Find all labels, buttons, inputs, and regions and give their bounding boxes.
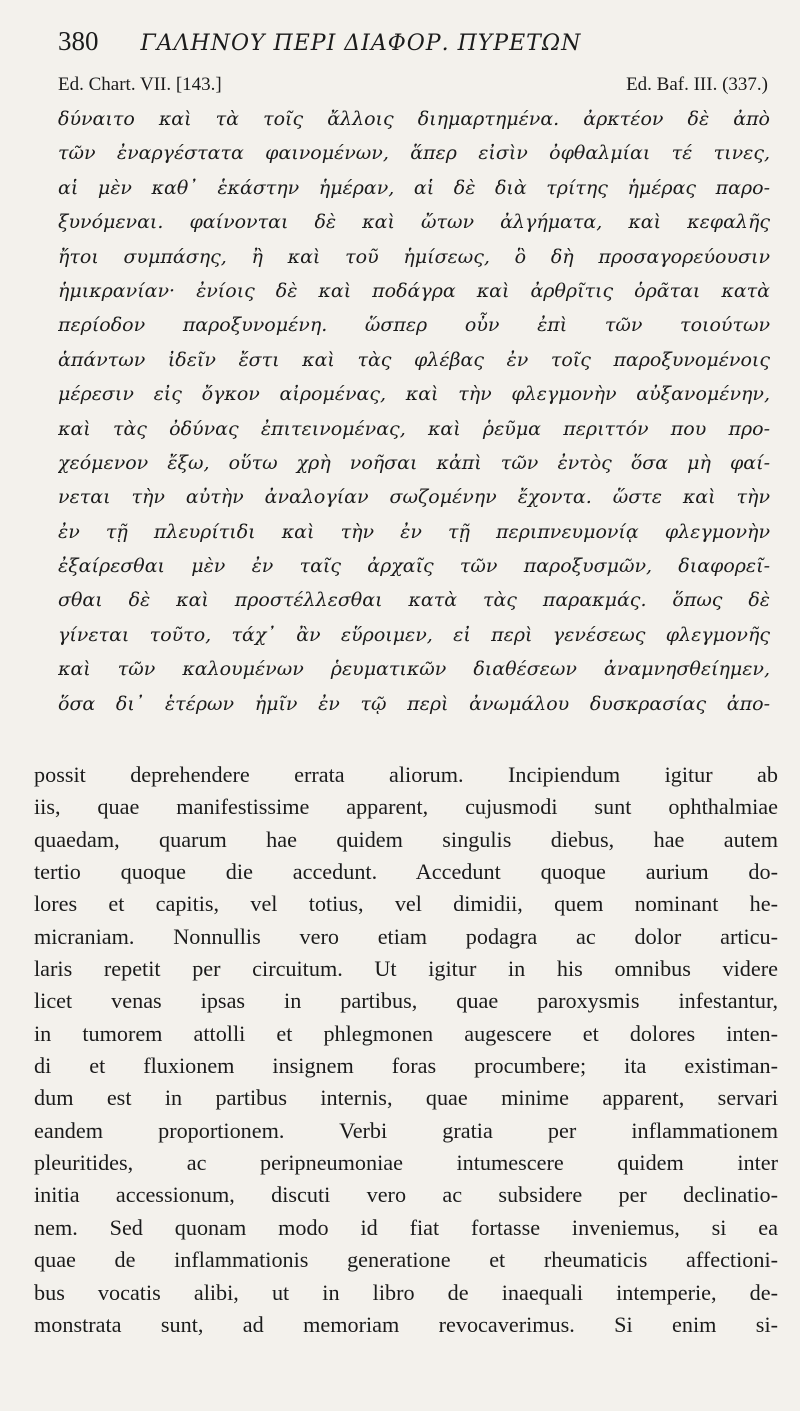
greek-line: σθαι δὲ καὶ προστέλλεσθαι κατὰ τὰς παρακμάς. ὅπως δὲ [58, 589, 770, 612]
greek-text-block [58, 102, 770, 721]
greek-line: ἤτοι συμπάσης, ἢ καὶ τοῦ ἡμίσεως, ὃ δὴ προσαγορεύουσιν [58, 245, 770, 268]
latin-line: di et fluxionem insignem foras procumbere; ita existiman- [34, 1053, 778, 1079]
greek-line: καὶ τῶν καλουμένων ῥευματικῶν διαθέσεων ἀναμνησθείημεν, [58, 658, 770, 681]
greek-line: νεται τὴν αὐτὴν ἀναλογίαν σωζομένην ἔχοντα. ὥστε καὶ τὴν [58, 486, 770, 509]
latin-line: in tumorem attolli et phlegmonen augescere et dolores inten- [34, 1020, 778, 1046]
page-header [58, 26, 758, 57]
running-title: ΓΑΛΗΝΟΥ ΠΕΡΙ ΔΙΑΦΟΡ. ΠΥΡΕΤΩΝ [140, 31, 582, 56]
latin-line: micraniam. Nonnullis vero etiam podagra ac dolor articu- [34, 923, 778, 949]
greek-line: δύναιτο καὶ τὰ τοῖς ἄλλοις διημαρτημένα. ἀρκτέον δὲ ἀπὸ [58, 108, 770, 130]
edition-reference-line [58, 74, 768, 96]
page-number: 380 [58, 26, 99, 56]
latin-line: dum est in partibus internis, quae minime apparent, servari [34, 1085, 778, 1111]
greek-line: τῶν ἐναργέστατα φαινομένων, ἅπερ εἰσὶν ὀφθαλμίαι τέ τινες, [58, 142, 770, 165]
edition-reference-chartier: Ed. Chart. VII. [143.] [58, 74, 222, 95]
greek-line: αἱ μὲν καθ᾽ ἑκάστην ἡμέραν, αἱ δὲ διὰ τρίτης ἡμέρας παρο- [58, 176, 770, 199]
greek-line: ἡμικρανίαν· ἐνίοις δὲ καὶ ποδάγρα καὶ ἀρθρῖτις ὁρᾶται κατὰ [58, 279, 770, 302]
latin-line: eandem proportionem. Verbi gratia per inflammationem [34, 1117, 778, 1143]
latin-line: laris repetit per circuitum. Ut igitur in his omnibus videre [34, 956, 778, 982]
greek-line: γίνεται τοῦτο, τάχ᾽ ἂν εὕροιμεν, εἰ περὶ γενέσεως φλεγμονῆς [58, 623, 770, 646]
latin-line: iis, quae manifestissime apparent, cujusmodi sunt ophthalmiae [34, 794, 778, 820]
latin-line: initia accessionum, discuti vero ac subsidere per declinatio- [34, 1182, 778, 1208]
latin-line: lores et capitis, vel totius, vel dimidii, quem nominant he- [34, 891, 778, 917]
latin-line: possit deprehendere errata aliorum. Incipiendum igitur ab [34, 762, 778, 787]
latin-line: pleuritides, ac peripneumoniae intumescere quidem inter [34, 1150, 778, 1176]
greek-line: ἐξαίρεσθαι μὲν ἐν ταῖς ἀρχαῖς τῶν παροξυσμῶν, διαφορεῖ- [58, 555, 770, 578]
latin-text-block [34, 759, 778, 1341]
greek-line: ἁπάντων ἰδεῖν ἔστι καὶ τὰς φλέβας ἐν τοῖς παροξυνομένοις [58, 348, 770, 371]
greek-line: ξυνόμεναι. φαίνονται δὲ καὶ ὤτων ἀλγήματα, καὶ κεφαλῆς [58, 211, 770, 234]
greek-line: περίοδον παροξυνομένη. ὥσπερ οὖν ἐπὶ τῶν τοιούτων [58, 314, 770, 337]
greek-line: ὅσα δι᾽ ἑτέρων ἡμῖν ἐν τῷ περὶ ἀνωμάλου δυσκρασίας ἀπο- [58, 692, 770, 715]
greek-line: μέρεσιν εἰς ὄγκον αἰρομένας, καὶ τὴν φλεγμονὴν αὐξανομένην, [58, 383, 770, 406]
latin-line: nem. Sed quonam modo id fiat fortasse inveniemus, si ea [34, 1214, 778, 1240]
greek-line: ἐν τῇ πλευρίτιδι καὶ τὴν ἐν τῇ περιπνευμονίᾳ φλεγμονὴν [58, 520, 770, 543]
latin-line: quaedam, quarum hae quidem singulis diebus, hae autem [34, 826, 778, 852]
latin-line: licet venas ipsas in partibus, quae paroxysmis infestantur, [34, 988, 778, 1014]
latin-line: monstrata sunt, ad memoriam revocaverimus. Si enim si- [34, 1311, 778, 1337]
edition-reference-basel: Ed. Baf. III. (337.) [626, 74, 768, 95]
greek-line: χεόμενον ἔξω, οὕτω χρὴ νοῆσαι κἀπὶ τῶν ἐντὸς ὅσα μὴ φαί- [58, 451, 770, 474]
latin-line: quae de inflammationis generatione et rheumaticis affectioni- [34, 1247, 778, 1273]
greek-line: καὶ τὰς ὀδύνας ἐπιτεινομένας, καὶ ῥεῦμα περιττόν που προ- [58, 417, 770, 440]
latin-line: bus vocatis alibi, ut in libro de inaequali intemperie, de- [34, 1279, 778, 1305]
latin-line: tertio quoque die accedunt. Accedunt quoque aurium do- [34, 859, 778, 885]
